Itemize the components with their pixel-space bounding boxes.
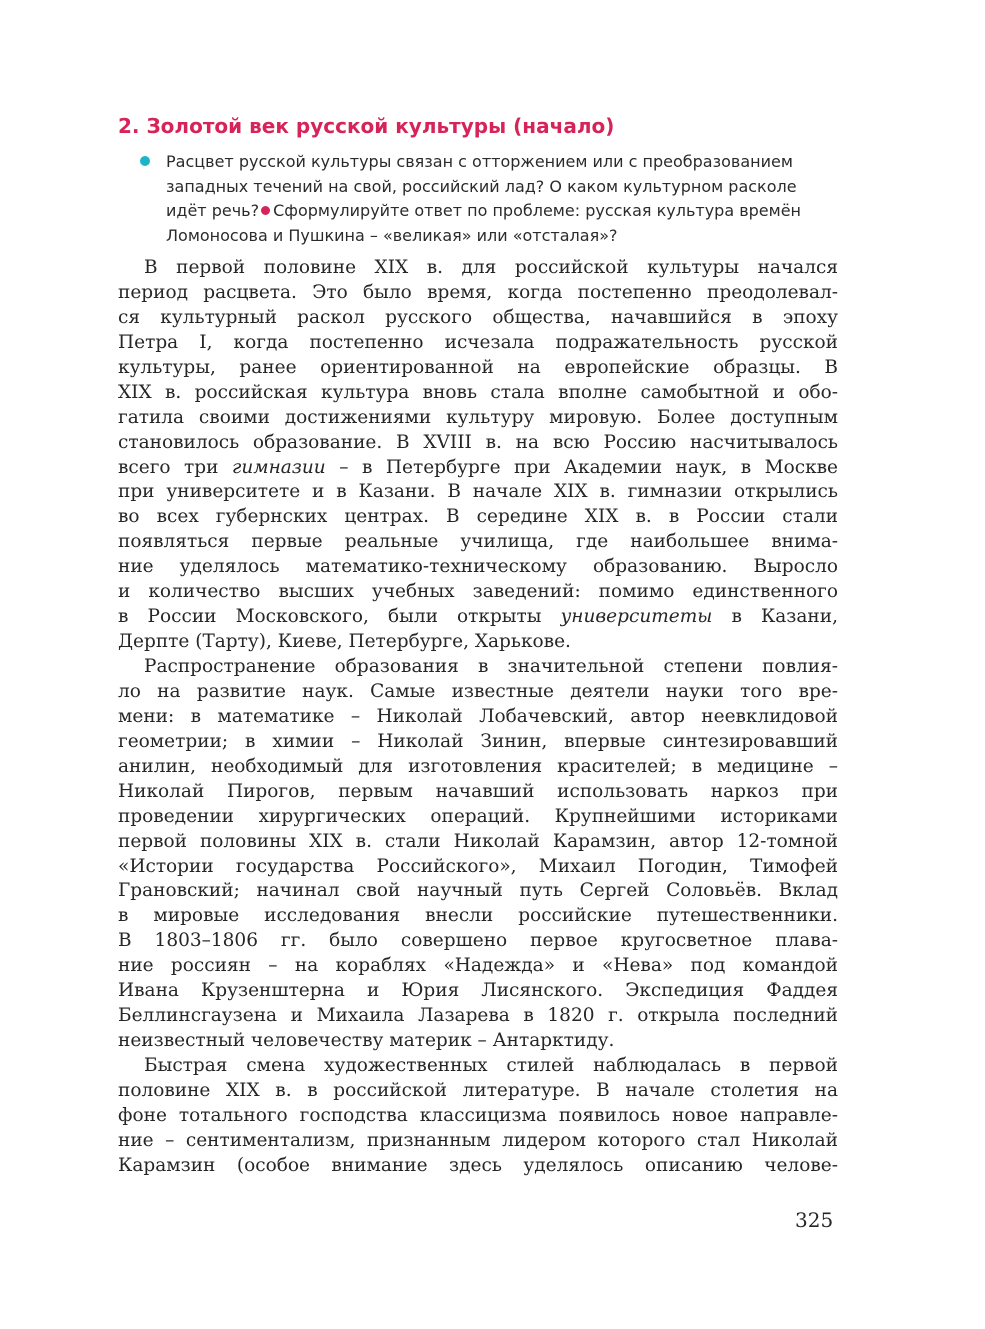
page-number: 325 — [795, 1208, 834, 1232]
emphasis-universities: университеты — [560, 606, 713, 628]
body-line: геометрии; в химии – Николай Зинин, впервые синтезировавший — [118, 730, 838, 752]
body-line: анилин, необходимый для изготовления красителей; в медицине – — [118, 755, 838, 777]
body-line: Распространение образования в значительной степени повлия- — [144, 656, 838, 677]
body-line: и количество высших учебных заведений: помимо единственного — [118, 581, 838, 603]
body-line: первой половины XIX в. стали Николай Карамзин, автор 12-томной — [118, 830, 838, 852]
body-line: ние уделялось математико-техническому образованию. Выросло — [118, 556, 838, 578]
body-line: период расцвета. Это было время, когда постепенно преодолевал- — [118, 281, 838, 303]
body-line: В первой половине XIX в. для российской культуры начался — [144, 257, 838, 278]
body-line — [118, 605, 838, 630]
body-text-run: в Казани, — [731, 606, 838, 628]
body-line: Петра I, когда постепенно исчезала подражательность русской — [118, 331, 838, 353]
body-line: гатила своими достижениями культуру мировую. Более доступным — [118, 406, 838, 428]
body-line: Карамзин (особое внимание здесь уделялось описанию челове- — [118, 1154, 838, 1176]
body-line: во всех губернских центрах. В середине XIX в. в России стали — [118, 506, 838, 528]
body-line: ние – сентиментализм, признанным лидером которого стал Николай — [118, 1129, 838, 1151]
body-text — [118, 256, 838, 1179]
body-line: фоне тотального господства классицизма появилось новое направле- — [118, 1104, 838, 1126]
intro-question-end: идёт речь? — [166, 201, 260, 220]
body-line: Грановский; начинал свой научный путь Сергей Соловьёв. Вклад — [118, 880, 838, 902]
body-line: В 1803–1806 гг. было совершено первое кругосветное плава- — [118, 930, 838, 952]
section-heading: 2. Золотой век русской культуры (начало) — [118, 114, 615, 138]
intro-line — [140, 199, 840, 224]
body-line: ние россиян – на кораблях «Надежда» и «Нева» под командой — [118, 955, 838, 977]
intro-line: западных течений на свой, российский лад? О каком культурном расколе — [166, 176, 797, 196]
task-bullet-icon — [261, 206, 270, 215]
body-line — [118, 456, 838, 481]
body-line: «Истории государства Российского», Михаил Погодин, Тимофей — [118, 855, 838, 877]
body-text-run: всего три — [118, 456, 219, 478]
body-line: проведении хирургических операций. Крупнейшими историками — [118, 805, 838, 827]
body-line: Быстрая смена художественных стилей наблюдалась в первой — [144, 1055, 838, 1076]
body-line: Беллинсгаузена и Михаила Лазарева в 1820 г. открыла последний — [118, 1005, 838, 1027]
intro-task-start: Сформулируйте ответ по проблеме: русская культура времён — [273, 201, 802, 220]
body-line: в мировые исследования внесли российские путешественники. — [118, 905, 838, 927]
body-line: Дерпте (Тарту), Киеве, Петербурге, Харькове. — [118, 631, 571, 653]
body-line: половине XIX в. в российской литературе. В начале столетия на — [118, 1079, 838, 1101]
body-line: XIX в. российская культура вновь стала вполне самобытной и обо- — [118, 381, 838, 403]
body-line: ся культурный раскол русского общества, начавшийся в эпоху — [118, 306, 838, 328]
body-line: появляться первые реальные училища, где наибольшее внима- — [118, 531, 838, 553]
body-line: Ивана Крузенштерна и Юрия Лисянского. Экспедиция Фаддея — [118, 980, 838, 1002]
body-line: культуры, ранее ориентированной на европейские образцы. В — [118, 356, 838, 378]
body-text-run: в России Московского, были открыты — [118, 606, 542, 628]
body-text-run: – в Петербурге при Академии наук, в Москве — [339, 456, 838, 478]
emphasis-gymnasium: гимназии — [231, 456, 326, 478]
body-line: при университете и в Казани. В начале XIX в. гимназии открылись — [118, 481, 838, 503]
body-line: мени: в математике – Николай Лобачевский, автор неевклидовой — [118, 705, 838, 727]
intro-line: Расцвет русской культуры связан с отторжением или с преобразованием — [166, 152, 793, 171]
intro-line: Ломоносова и Пушкина – «великая» или «отсталая»? — [166, 225, 618, 245]
body-line: неизвестный человечеству материк – Антарктиду. — [118, 1030, 615, 1052]
body-line: ло на развитие наук. Самые известные деятели науки того вре- — [118, 680, 838, 702]
intro-questions — [140, 150, 840, 248]
body-line: становилось образование. В XVIII в. на всю Россию насчитывалось — [118, 431, 838, 453]
body-line: Николай Пирогов, первым начавший использовать наркоз при — [118, 780, 838, 802]
